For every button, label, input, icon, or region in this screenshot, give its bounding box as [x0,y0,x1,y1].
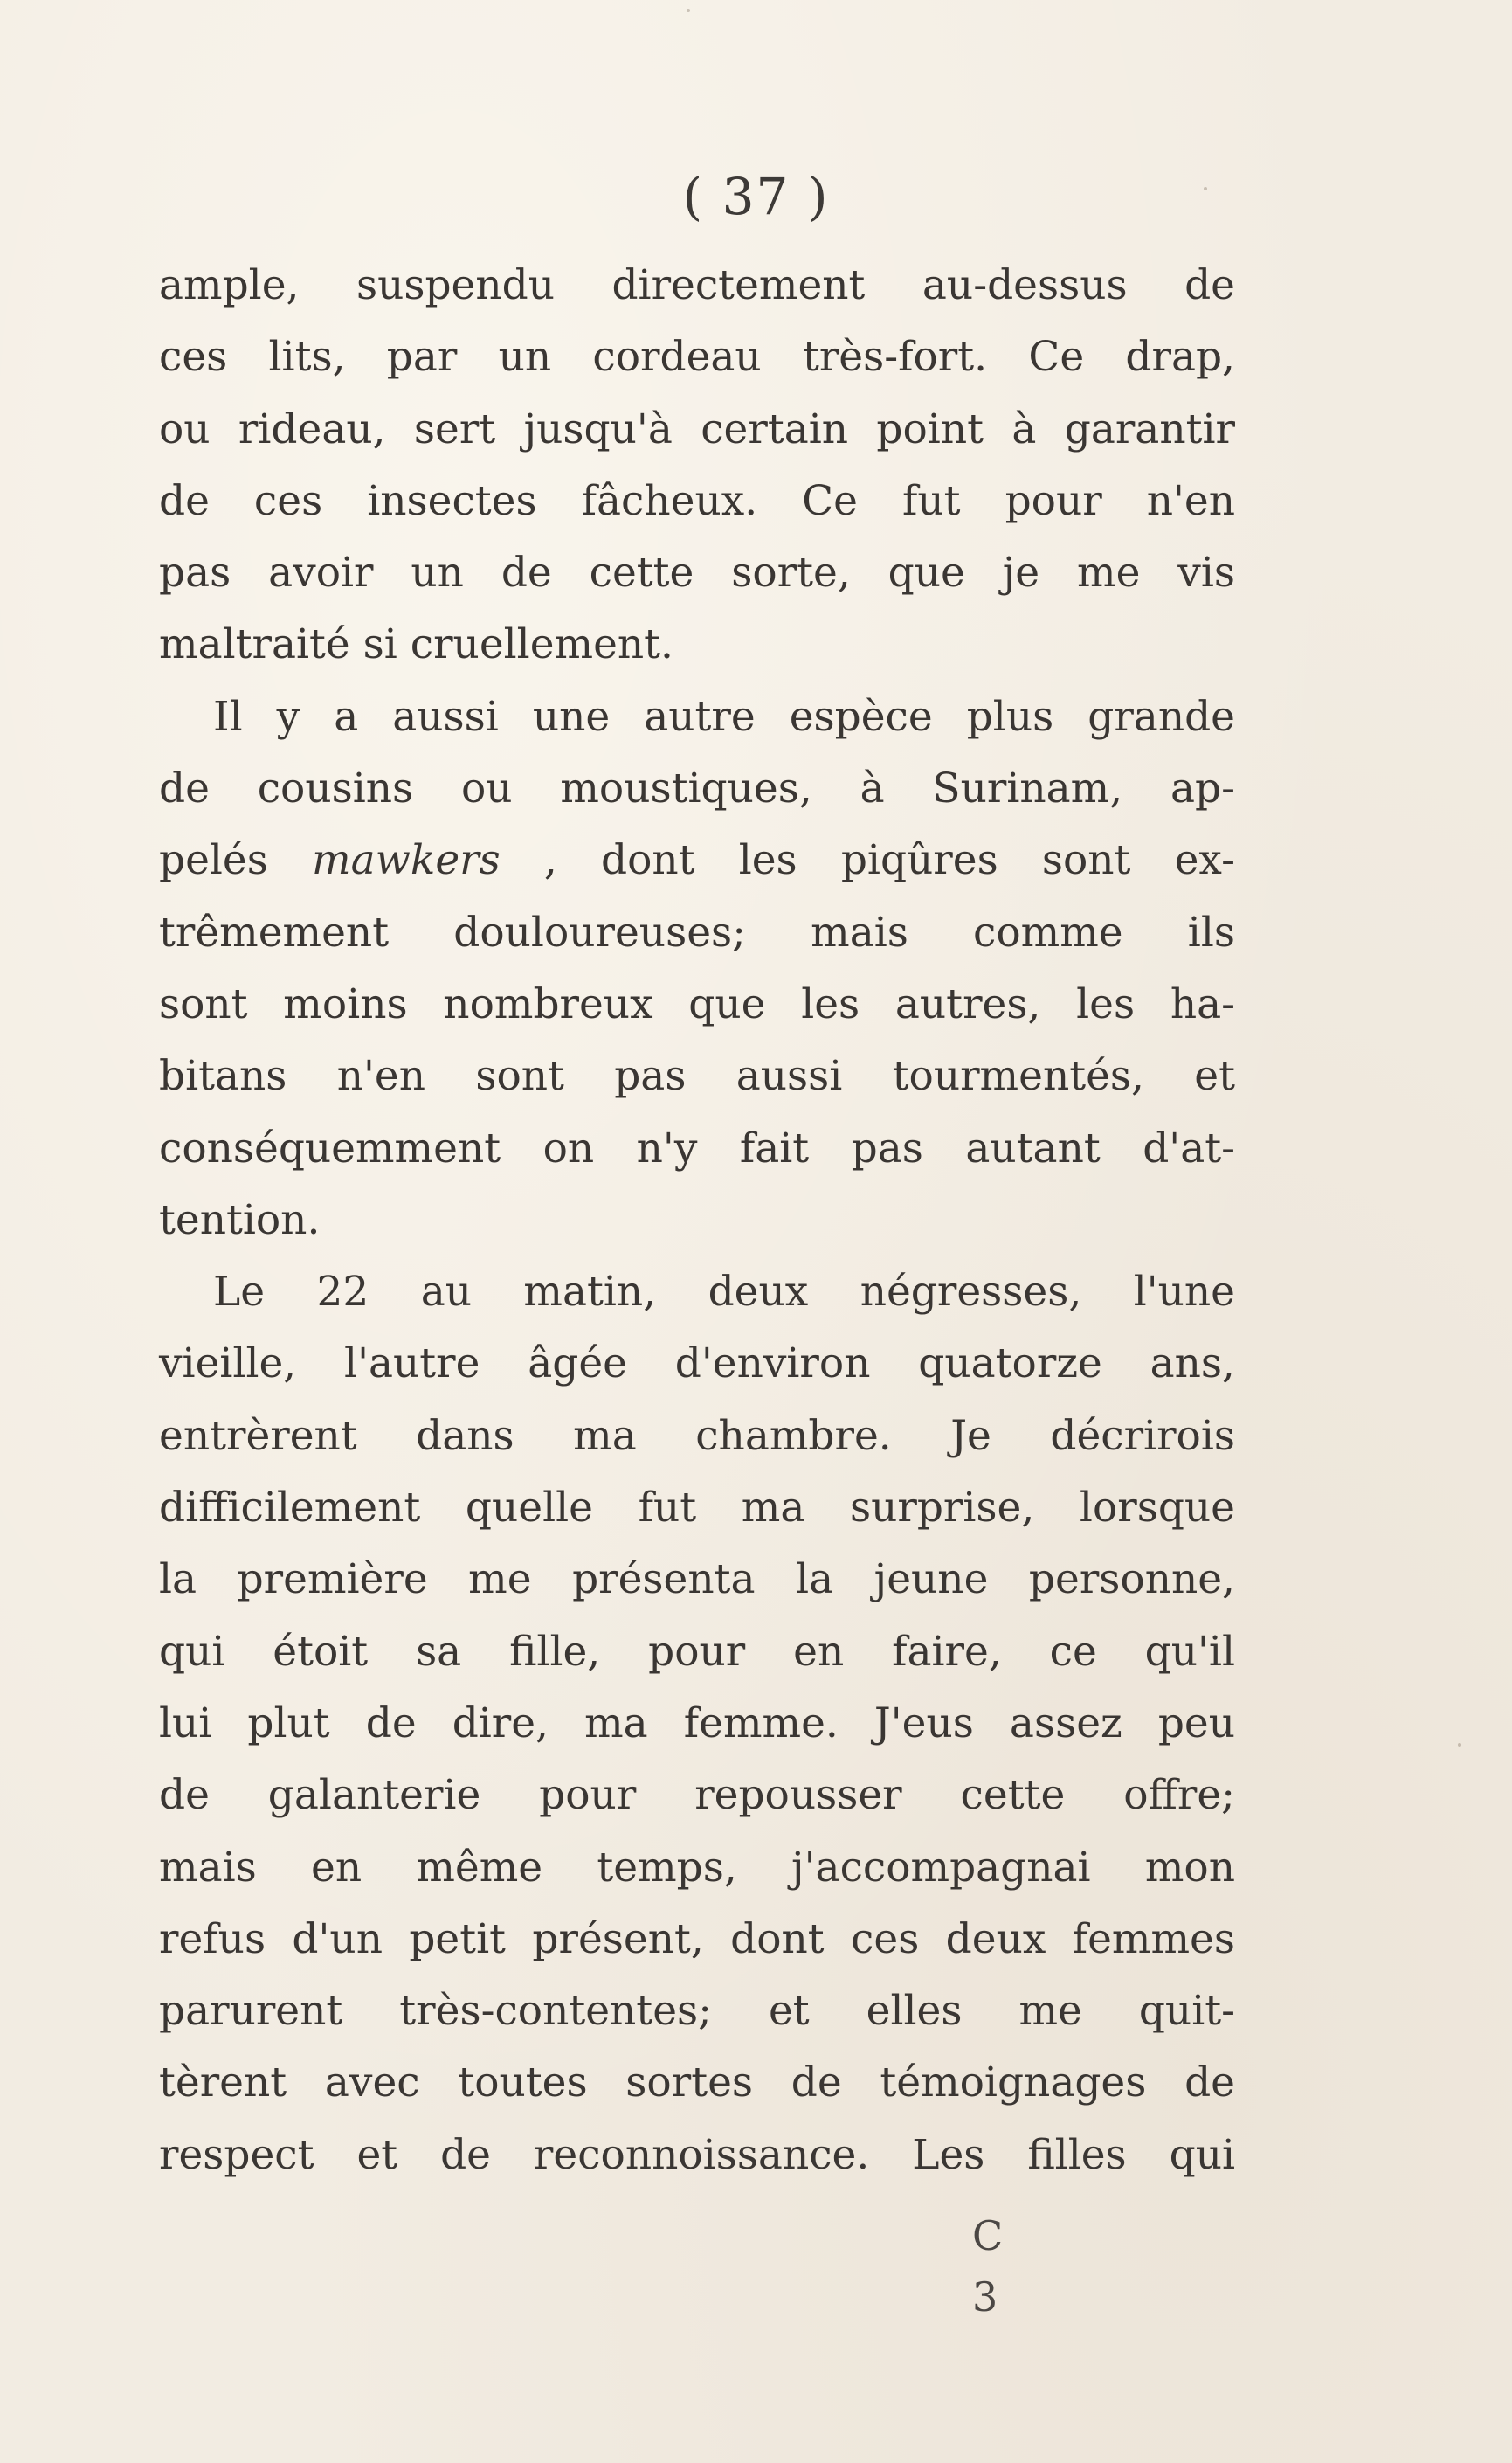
text-line: de ces insectes fâcheux. Ce fut pour n'en [159,476,1235,525]
body-text [159,250,1235,2191]
text-line: sont moins nombreux que les autres, les ha- [159,979,1235,1028]
text-line: bitans n'en sont pas aussi tourmentés, et [159,1052,1235,1101]
text-line: tèrent avec toutes sortes de témoignages de [159,2058,1235,2107]
text-line: de galanterie pour repousser cette offre; [159,1771,1235,1820]
text-line: conséquemment on n'y fait pas autant d'at- [159,1124,1235,1173]
italic-term: mawkers [312,836,501,885]
text-line: parurent très-contentes; et elles me quit- [159,1987,1235,2036]
text-line: ces lits, par un cordeau très-fort. Ce drap, [159,333,1235,382]
text-line: lui plut de dire, ma femme. J'eus assez peu [159,1699,1235,1747]
text-line-italic-term: pelés mawkers , dont les piqûres sont ex- [159,836,1235,885]
text-line: difficilement quelle fut ma surprise, lorsque [159,1484,1235,1532]
signature-mark: C 3 [972,2212,1011,2321]
paper-speck [1458,1743,1461,1747]
text-line: mais en même temps, j'accompagnai mon [159,1843,1235,1892]
page-number: ( 37 ) [682,167,830,226]
paper-speck [1204,187,1207,190]
text-line: ou rideau, sert jusqu'à certain point à garantir [159,405,1235,453]
text-line: ample, suspendu directement au-dessus de [159,261,1235,309]
text-line: trêmement douloureuses; mais comme ils [159,908,1235,957]
paragraph-start-line: Il y a aussi une autre espèce plus grande [213,692,1235,741]
text-line: refus d'un petit présent, dont ces deux femmes [159,1914,1235,1963]
text-line: pas avoir un de cette sorte, que je me vis [159,549,1235,598]
text-line: respect et de reconnoissance. Les filles qui [159,2130,1235,2179]
text-line: qui étoit sa fille, pour en faire, ce qu'il [159,1627,1235,1676]
text-line: maltraité si cruellement. [159,620,673,669]
text-line: tention. [159,1195,321,1244]
text-line: la première me présenta la jeune personne, [159,1555,1235,1604]
text-line: de cousins ou moustiques, à Surinam, ap- [159,764,1235,813]
paper-speck [687,9,690,12]
paragraph-start-line: Le 22 au matin, deux négresses, l'une [213,1268,1235,1317]
text-line: vieille, l'autre âgée d'environ quatorze ans, [159,1339,1235,1388]
text-line: entrèrent dans ma chambre. Je décrirois [159,1411,1235,1460]
